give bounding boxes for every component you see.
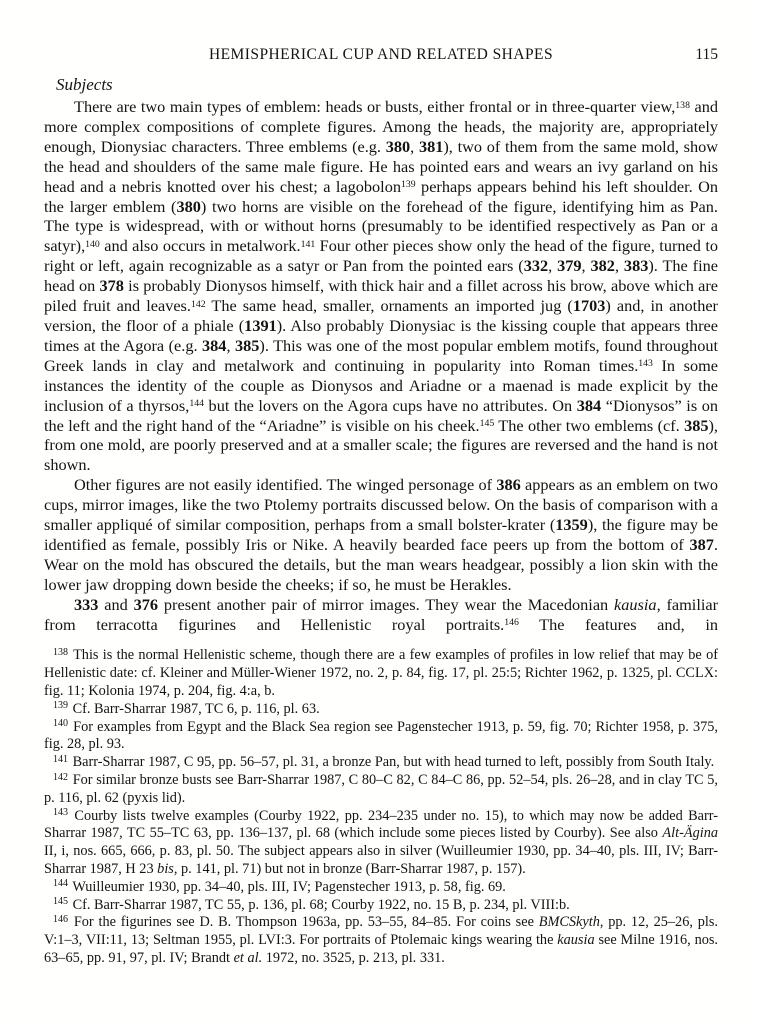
footnote (44, 879, 718, 897)
text-segment: 387 (689, 534, 714, 554)
footnote (44, 772, 718, 808)
text-segment: 385 (234, 335, 260, 355)
text-segment: 1359 (555, 515, 588, 535)
footnote-ref: 139 (401, 179, 416, 191)
text-segment: “Dionysos” is on the left and the right hand of the “Ariadne” is visible on his cheek. (44, 395, 719, 435)
text-segment: For examples from Egypt and the Black Sea region see Pagenstecher 1913, p. 59, fig. 70; Richter 1958, p. 375, fig. 28, pl. 93. (44, 718, 718, 753)
footnote-ref: 145 (479, 418, 495, 430)
footnote-ref: 146 (504, 617, 519, 629)
footnotes (44, 647, 718, 967)
text-segment: ). Also probably Dionysiac is the kissing couple that appears three times at the Agora (e.g. (44, 315, 718, 355)
text-segment: The other two emblems (cf. (494, 415, 685, 435)
page-header (44, 45, 718, 64)
footnote-ref: 142 (190, 298, 206, 310)
text-segment: , pp. 12, 25–26, pls. V:1–3, VII:11, 13; Seltman 1955, pl. LVI:3. For portraits of Ptolemaic kings wearing the (44, 914, 718, 949)
footnote-number: 143 (53, 807, 68, 819)
text-segment: ). This was one of the most popular emblem motifs, found throughout Greek lands in clay and metalwork and continuing in popularity into Roman times. (44, 335, 719, 375)
text-segment: ) and, in another version, the floor of a phiale ( (44, 296, 718, 335)
text-segment: et al. (233, 950, 263, 967)
body-paragraph (44, 97, 718, 475)
text-segment: 332 (523, 256, 549, 276)
footnote-number: 144 (53, 878, 68, 890)
footnote (44, 754, 718, 772)
text-segment: kausia (614, 594, 657, 614)
text-segment: see Milne 1916, nos. 63–65, pp. 91, 97, pl. IV; Brandt (44, 932, 719, 967)
text-segment: ), two of them from the same mold, show the head and shoulders of the same male figure. He has pointed ears and wears an ivy garland on his head and a nebris knotted over his chest; a lagobolon (44, 136, 719, 196)
body-text (44, 97, 718, 634)
text-segment: kausia (557, 932, 595, 949)
text-segment: The features and, in (518, 614, 718, 634)
text-segment: and also occurs in metalwork. (99, 236, 301, 256)
text-segment: Courby lists twelve examples (Courby 1922, pp. 234–235 under no. 15), to which may now be added Barr-Sharrar 1987, TC 55–TC 63, pp. 136–137, pl. 68 (which include some pieces listed by Courby). See also (44, 807, 719, 842)
text-segment: 381 (418, 136, 444, 156)
text-segment: ), the figure may be identified as female, possibly Iris or Nike. A heavily bearded face peers up from the bottom of (44, 515, 719, 554)
text-segment: 379 (557, 256, 582, 276)
footnote (44, 897, 718, 915)
text-segment: Alt-Ägina (662, 825, 718, 842)
text-segment: . Wear on the mold has obscured the details, but the man wears headgear, possibly a lion skin with the lower jaw dropping down beside the cheeks; if so, he must be Herakles. (44, 534, 718, 594)
body-paragraph (44, 595, 718, 635)
text-segment: bis (157, 861, 174, 878)
footnote-ref: 140 (85, 238, 100, 250)
footnote-number: 146 (53, 913, 68, 925)
text-segment: There are two main types of emblem: heads or busts, either frontal or in three-quarter view, (74, 97, 676, 116)
text-segment: 380 (385, 136, 411, 156)
text-segment: Barr-Sharrar 1987, C 95, pp. 56–57, pl. 31, a bronze Pan, but with head turned to left, possibly from South Italy. (72, 754, 715, 771)
text-segment: , familiar from terracotta figurines and Hellenistic royal portraits. (44, 594, 719, 634)
footnote (44, 701, 718, 719)
text-segment: Cf. Barr-Sharrar 1987, TC 6, p. 116, pl. 63. (72, 700, 320, 717)
text-segment: This is the normal Hellenistic scheme, though there are a few examples of profiles in low relief that may be of Hellenistic date: cf. Kleiner and Müller-Wiener 1972, no. 2, p. 84, fig. 17, pl. 25:5; Richter 1962, p. 1325, pl. CCLX: fig. 11; Kolonia 1974, p. 204, fig. 4:a, b. (44, 647, 718, 700)
text-segment: Wuilleumier 1930, pp. 34–40, pls. III, IV; Pagenstecher 1913, p. 58, fig. 69. (72, 878, 506, 895)
text-segment: 386 (496, 475, 521, 495)
footnote-ref: 143 (638, 358, 653, 370)
text-segment: 380 (176, 196, 201, 216)
footnote (44, 914, 718, 967)
footnote (44, 647, 718, 700)
text-segment: 385 (684, 415, 709, 435)
text-segment: 1703 (572, 296, 606, 316)
text-segment: , p. 141, pl. 71) but not in bronze (Barr-Sharrar 1987, p. 157). (173, 861, 526, 878)
text-segment: Four other pieces show only the head of the figure, turned to right or left, again recognizable as a satyr or Pan from the pointed ears ( (44, 236, 718, 276)
text-segment: II, i, nos. 665, 666, p. 83, pl. 50. The subject appears also in silver (Wuilleumier 1930, pp. 34–40, pls. III, IV; Barr-Sharrar 1987, H 23 (44, 843, 718, 878)
text-segment: and more complex compositions of complete figures. Among the heads, the majority are, appropriately enough, Dionysiac characters. Three emblems (e.g. (44, 97, 718, 156)
text-segment: For similar bronze busts see Barr-Sharrar 1987, C 80–C 82, C 84–C 86, pp. 52–54, pls. 26–28, and in clay TC 5, p. 116, pl. 62 (pyxis lid). (44, 772, 718, 806)
text-segment: and (98, 594, 134, 614)
footnote-number: 139 (53, 700, 68, 712)
text-segment: 1391 (244, 315, 277, 335)
text-segment: ), from one mold, are poorly preserved and at a smaller scale; the figures are reversed and the hand is not shown. (44, 415, 718, 475)
body-paragraph (44, 475, 718, 594)
text-segment: Other figures are not easily identified. The winged personage of (74, 475, 497, 495)
text-segment: is probably Dionysos himself, with thick hair and a fillet across his brow, above which are piled fruit and leaves. (44, 276, 718, 316)
text-segment: , (581, 256, 591, 276)
text-segment: BMCSkyth (538, 914, 600, 931)
text-segment: , (226, 335, 235, 355)
text-segment: present another pair of mirror images. They wear the Macedonian (158, 594, 615, 614)
text-segment: Cf. Barr-Sharrar 1987, TC 55, p. 136, pl. 68; Courby 1922, no. 15 B, p. 234, pl. VIII:b. (72, 896, 570, 913)
text-segment: , (548, 256, 558, 276)
footnote-number: 138 (53, 646, 68, 658)
text-segment: 333 (74, 594, 99, 614)
text-segment: but the lovers on the Agora cups have no attributes. On (203, 395, 577, 415)
section-heading: Subjects (56, 75, 113, 94)
text-segment: In some instances the identity of the couple as Dionysos and Ariadne or a maenad is made explicit by the inclusion of a thyrsos, (44, 355, 718, 415)
text-segment: For the figurines see D. B. Thompson 1963a, pp. 53–55, 84–85. For coins see (73, 914, 539, 931)
text-segment: appears as an emblem on two cups, mirror images, like the two Ptolemy portraits discussed below. On the basis of comparison with a smaller appliqué of similar composition, perhaps from a small bolster-krater ( (44, 475, 718, 535)
text-segment: , (614, 256, 624, 276)
text-segment: perhaps appears behind his left shoulder. On the larger emblem ( (44, 176, 718, 216)
footnote-ref: 141 (300, 238, 316, 250)
text-segment: 384 (576, 395, 602, 415)
footnote-number: 141 (53, 753, 68, 765)
footnote-number: 145 (53, 896, 68, 908)
text-segment: 384 (202, 335, 227, 355)
text-segment: 1972, no. 3525, p. 213, pl. 331. (262, 950, 445, 967)
text-segment: 378 (99, 276, 124, 296)
text-segment: 382 (590, 256, 615, 276)
footnote-number: 142 (53, 771, 68, 783)
footnote (44, 808, 718, 879)
text-segment: ). The fine head on (44, 256, 718, 296)
footnote (44, 719, 718, 755)
text-segment: 383 (623, 256, 649, 276)
footnote-ref: 138 (675, 99, 690, 111)
footnote-ref: 144 (189, 398, 204, 410)
footnote-number: 140 (53, 718, 68, 730)
running-title: HEMISPHERICAL CUP AND RELATED SHAPES (208, 46, 554, 63)
text-segment: The same head, smaller, ornaments an imported jug ( (205, 296, 573, 316)
page-number: 115 (695, 46, 718, 63)
text-segment: ) two horns are visible on the forehead of the figure, identifying him as Pan. The type is widespread, with or without horns (presumably to be identified respectively as Pan or a satyr), (44, 196, 718, 256)
text-segment: , (410, 136, 419, 156)
text-segment: 376 (133, 594, 159, 614)
